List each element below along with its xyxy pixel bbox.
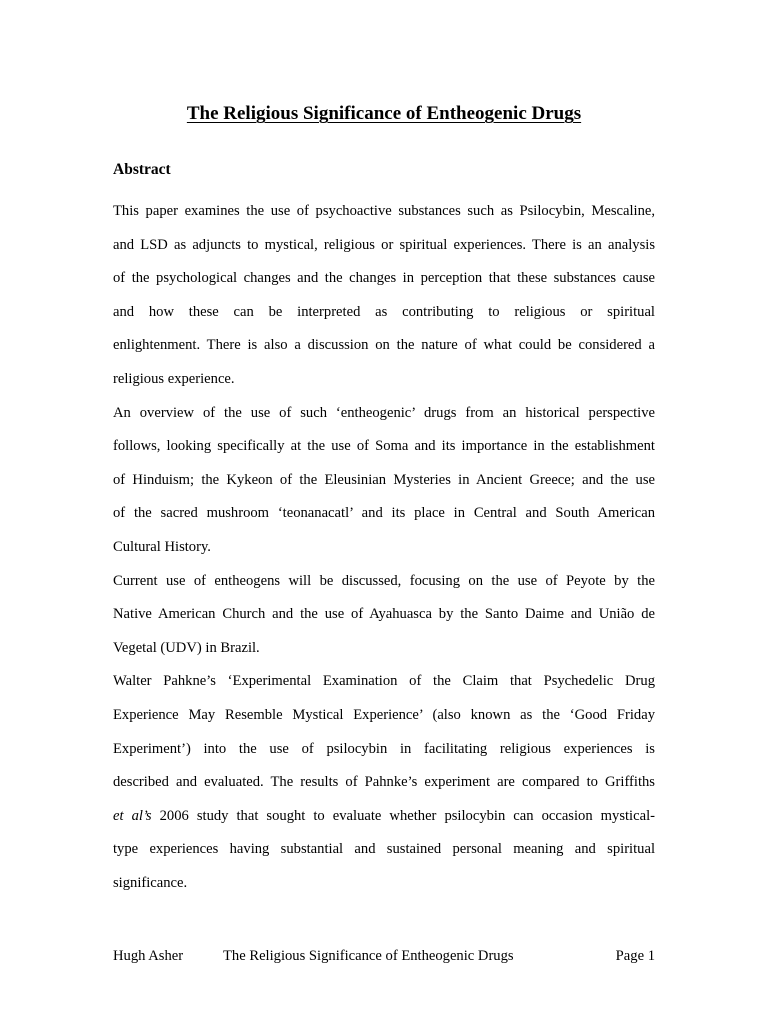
body-line-text: Current use of entheogens will be discussed, focusing on the use of Peyote by the: [113, 572, 655, 589]
body-line: [113, 363, 655, 397]
body-line: [113, 766, 655, 800]
footer-title: The Religious Significance of Entheogenic Drugs: [223, 948, 514, 964]
body-line: [113, 565, 655, 599]
body-line: [113, 833, 655, 867]
body-line-text: religious experience.: [113, 370, 235, 387]
page-footer: [113, 945, 655, 967]
body-line: [113, 665, 655, 699]
body-line-text: Experience May Resemble Mystical Experience’ (also known as the ‘Good Friday: [113, 706, 655, 723]
body-line: [113, 632, 655, 666]
footer-page-number: Page 1: [615, 948, 655, 964]
body-line-text: Native American Church and the use of Ayahuasca by the Santo Daime and União de: [113, 606, 655, 623]
body-line: [113, 296, 655, 330]
body-line: [113, 430, 655, 464]
body-line: [113, 733, 655, 767]
body-line-text: type experiences having substantial and sustained personal meaning and spiritual: [113, 841, 655, 858]
body-line: [113, 262, 655, 296]
body-line: [113, 397, 655, 431]
body-line: [113, 329, 655, 363]
body-line-text: An overview of the use of such ‘entheogenic’ drugs from an historical perspective: [113, 404, 655, 421]
body-line-text: described and evaluated. The results of Pahnke’s experiment are compared to Griffiths: [113, 774, 655, 791]
body-line-text: Cultural History.: [113, 538, 211, 555]
body-line: [113, 800, 655, 834]
body-line-text: of Hinduism; the Kykeon of the Eleusinian Mysteries in Ancient Greece; and the use: [113, 471, 655, 488]
body-line: [113, 531, 655, 565]
body-line: [113, 229, 655, 263]
body-line-text: 2006 study that sought to evaluate whether psilocybin can occasion mystical-: [159, 807, 655, 824]
body-line-text: enlightenment. There is also a discussion on the nature of what could be considered a: [113, 337, 655, 354]
body-line-text: of the sacred mushroom ‘teonanacatl’ and its place in Central and South American: [113, 505, 655, 522]
body-line: [113, 699, 655, 733]
footer-author: Hugh Asher: [113, 948, 184, 964]
body-line-text: of the psychological changes and the changes in perception that these substances cause: [113, 270, 655, 287]
body-line: [113, 598, 655, 632]
body-line: [113, 195, 655, 229]
citation-italic: et al’s: [113, 807, 152, 824]
body-line: [113, 464, 655, 498]
document-title: The Religious Significance of Entheogenic Drugs: [186, 103, 582, 124]
abstract-body: [113, 195, 655, 900]
body-line-text: significance.: [113, 874, 188, 891]
body-line-text: Experiment’) into the use of psilocybin in facilitating religious experiences is: [113, 740, 655, 757]
body-line-text: Walter Pahkne’s ‘Experimental Examination of the Claim that Psychedelic Drug: [113, 673, 655, 690]
body-line-text: follows, looking specifically at the use of Soma and its importance in the establishment: [113, 438, 655, 455]
body-line-text: and LSD as adjuncts to mystical, religious or spiritual experiences. There is an analysis: [113, 236, 655, 253]
body-line-text: and how these can be interpreted as contributing to religious or spiritual: [113, 303, 655, 320]
body-line-text: This paper examines the use of psychoactive substances such as Psilocybin, Mescaline,: [113, 203, 655, 219]
body-line: [113, 497, 655, 531]
body-line-text: Vegetal (UDV) in Brazil.: [113, 639, 260, 656]
body-line: [113, 867, 655, 901]
abstract-heading: Abstract: [113, 161, 171, 178]
